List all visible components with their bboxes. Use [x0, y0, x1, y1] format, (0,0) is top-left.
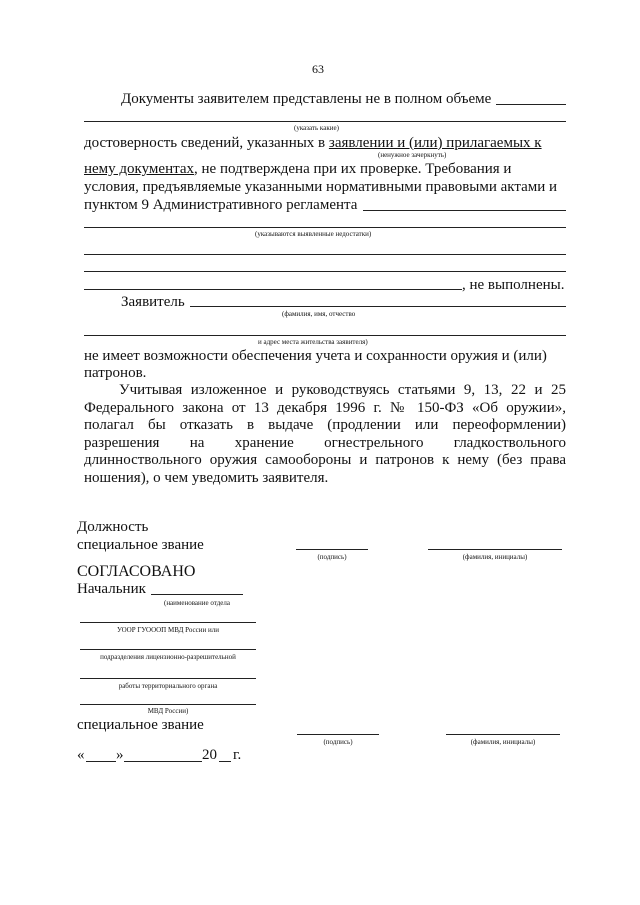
- fill-line: [84, 271, 566, 272]
- page-number: 63: [312, 62, 324, 76]
- caption-nedostatki: (указываются выявленные недостатки): [255, 230, 372, 238]
- caption-mvd: МВД России): [147, 707, 189, 715]
- label-dolzhnost: Должность: [77, 519, 149, 535]
- label-zayavitel: Заявитель: [121, 294, 185, 310]
- text-line: длинноствольного оружия самообороны и патронов к нему (без права: [84, 452, 566, 468]
- date-quote-open: «: [77, 747, 85, 763]
- fill-line: [363, 210, 566, 211]
- date-quote-close: »: [116, 747, 124, 763]
- fill-line: [80, 704, 256, 705]
- fill-line: [190, 306, 566, 307]
- fill-line: [80, 678, 256, 679]
- caption-fio: (фамилия, имя, отчество: [282, 310, 356, 318]
- caption-uoor: УООР ГУОООП МВД России или: [117, 626, 219, 634]
- text-line: разрешения на хранение огнестрельного гладкоствольного: [84, 435, 566, 451]
- underlined-fragment: заявлении и (или) прилагаемых к: [328, 135, 542, 151]
- date-g: г.: [233, 747, 242, 763]
- fill-line: [84, 227, 566, 228]
- caption-podpis-2: (подпись): [323, 738, 353, 746]
- date-day-line: [86, 761, 116, 762]
- date-month-line: [124, 761, 202, 762]
- text-line: полагал бы отказать в выдаче (продлении или переоформлении): [84, 417, 566, 433]
- fill-line: [496, 104, 566, 105]
- soglasovano-title: СОГЛАСОВАНО: [77, 563, 196, 580]
- signature-line: [297, 734, 379, 735]
- signature-line: [296, 549, 368, 550]
- caption-ukazat: (указать какие): [294, 124, 339, 132]
- text-line: пунктом 9 Административного регламента: [84, 197, 358, 213]
- caption-nenuzhnoe: (ненужное зачеркнуть): [378, 151, 447, 159]
- text-line: Федерального закона от 13 декабря 1996 г. № 150-ФЗ «Об оружии»,: [84, 400, 566, 416]
- text-line: [84, 160, 566, 178]
- text-fragment: достоверность сведений, указанных в: [84, 135, 326, 151]
- text-line: не имеет возможности обеспечения учета и сохранности оружия и (или): [84, 348, 547, 364]
- fill-line: [84, 289, 462, 290]
- caption-podrazdeleniya: подразделения лицензионно-разрешительной: [100, 653, 236, 661]
- date-year-line: [219, 761, 231, 762]
- caption-familiya-2: (фамилия, инициалы): [470, 738, 536, 746]
- name-line: [446, 734, 560, 735]
- fill-line: [151, 594, 243, 595]
- text-line: [84, 134, 542, 152]
- caption-podpis: (подпись): [317, 553, 347, 561]
- text-line: Документы заявителем представлены не в полном объеме: [121, 91, 492, 107]
- fill-line: [80, 649, 256, 650]
- caption-adres: и адрес места жительства заявителя): [258, 338, 368, 346]
- fill-line: [84, 121, 566, 122]
- caption-raboty: работы территориального органа: [118, 682, 218, 690]
- label-nachalnik: Начальник: [77, 581, 146, 597]
- text-line: Учитывая изложенное и руководствуясь статьями 9, 13, 22 и 25: [119, 382, 566, 398]
- label-zvanie: специальное звание: [77, 537, 204, 553]
- name-line: [428, 549, 562, 550]
- text-ne-vypolneny: , не выполнены.: [462, 277, 565, 293]
- caption-familiya: (фамилия, инициалы): [462, 553, 528, 561]
- text-line: патронов.: [84, 365, 147, 381]
- fill-line: [80, 622, 256, 623]
- underlined-fragment: нему документах: [84, 161, 195, 177]
- fill-line: [84, 254, 566, 255]
- text-line: условия, предъявляемые указанными нормативными правовыми актами и: [84, 179, 558, 195]
- caption-otdel: (наименование отдела: [163, 599, 231, 607]
- fill-line: [84, 335, 566, 336]
- text-fragment: , не подтверждена при их проверке. Требования и: [194, 161, 512, 177]
- text-line: ношения), о чем уведомить заявителя.: [84, 470, 329, 486]
- date-year: 20: [202, 747, 217, 763]
- label-zvanie-2: специальное звание: [77, 717, 204, 733]
